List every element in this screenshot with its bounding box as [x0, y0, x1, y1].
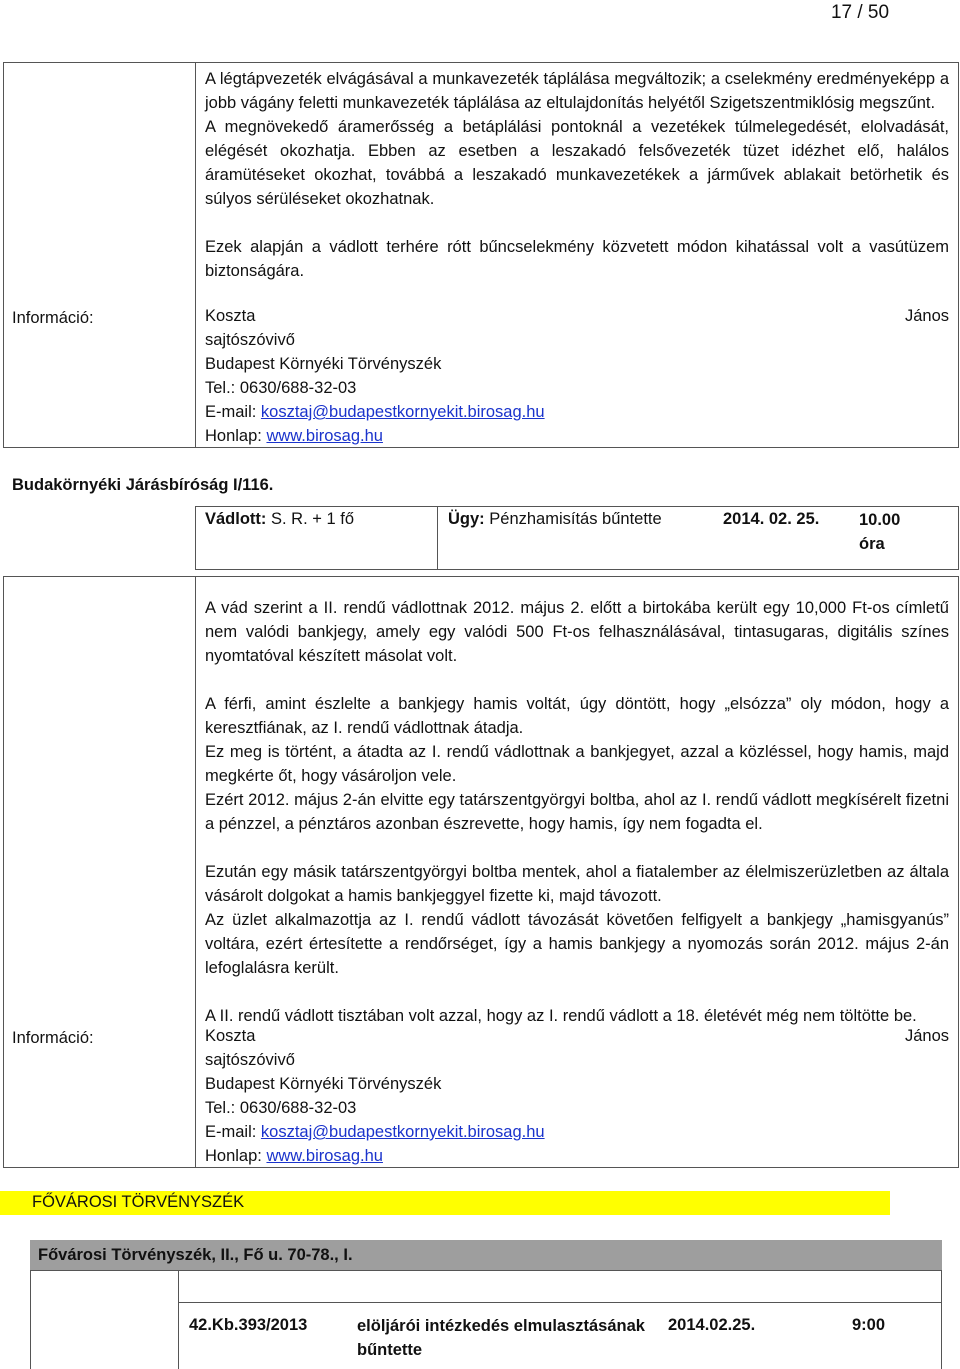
court-name: Budapest Környéki Törvényszék: [205, 1075, 442, 1093]
hearing-time: 9:00: [852, 1316, 886, 1334]
case-label: Ügy:: [448, 510, 485, 528]
table-1-divider: [195, 62, 196, 448]
spokesperson-name: [205, 1024, 949, 1048]
paragraph: Az üzlet alkalmazottja az I. rendű vádlott távozását követően felfigyelt a bankjegy „hamisgyanús” voltára, ezért értesítette a rendőrséget, így a hamis bankjegy a nyomozás során 2012. május 2-án lefoglalásra került.: [205, 911, 949, 977]
court-address: Fővárosi Törvényszék, II., Fő u. 70-78., I.: [38, 1246, 353, 1264]
table-2-top-rule: [195, 576, 959, 577]
email-link[interactable]: kosztaj@budapestkornyekit.birosag.hu: [260, 1123, 545, 1141]
phone: Tel.: 0630/688-32-03: [205, 1099, 357, 1117]
spokesperson-role: sajtószóvivő: [205, 331, 295, 349]
phone: Tel.: 0630/688-32-03: [205, 379, 357, 397]
court-banner: [0, 1191, 890, 1215]
last-name: János: [904, 1027, 949, 1045]
time-value: 10.00: [859, 511, 901, 529]
web-label: Honlap:: [205, 427, 267, 445]
email-label: E-mail:: [205, 1123, 261, 1141]
web-line: [205, 1144, 949, 1168]
paragraph: A vád szerint a II. rendű vádlottnak 2012. május 2. előtt a birtokába került egy 10,000 Ft-os címletű nem valódi bankjegy, amely egy valódi 500 Ft-os felhasználásával, tintasugaras, digitális színes nyomtatóval készített másolat volt.: [205, 599, 949, 665]
time-unit: óra: [859, 535, 885, 553]
spokesperson-name: [205, 304, 949, 328]
case-number: 42.Kb.393/2013: [189, 1316, 308, 1334]
case-subject: [448, 510, 662, 529]
email-line: [205, 1120, 949, 1144]
info-label: Információ:: [12, 1029, 94, 1047]
hearing-date: 2014.02.25.: [668, 1316, 756, 1334]
court-name: Budapest Környéki Törvényszék: [205, 355, 442, 373]
court-banner-text: FŐVÁROSI TÖRVÉNYSZÉK: [32, 1193, 245, 1211]
case-1-description: [205, 67, 949, 283]
email-line: [205, 400, 949, 424]
paragraph: Ezután egy másik tatárszentgyörgyi boltba mentek, ahol a fiatalember az élelmiszerüzletben az általa vásárolt dolgokat a hamis bankjeggyel fizette ki, majd távozott.: [205, 863, 949, 905]
table-3-divider: [178, 1270, 179, 1369]
court-heading: Budakörnyéki Járásbíróság I/116.: [12, 476, 274, 494]
paragraph: Ez meg is történt, a átadta az I. rendű vádlottnak a bankjegyet, azzal a közléssel, hogy hamis, majd megkérte őt, hogy vásároljon vele.: [205, 743, 949, 785]
web-link[interactable]: www.birosag.hu: [266, 427, 383, 445]
info-label: Információ:: [12, 309, 94, 327]
contact-block: [205, 1024, 949, 1168]
paragraph: Ezért 2012. május 2-án elvitte egy tatárszentgyörgyi boltba, ahol az I. rendű vádlott megkísérelt fizetni a pénzzel, a pénztáros azonban észrevette, hogy hamis, így nem fogadta el.: [205, 791, 949, 833]
court-address-bar: [30, 1240, 942, 1270]
web-label: Honlap:: [205, 1147, 267, 1165]
contact-block: [205, 304, 949, 448]
table-3-row-rule: [178, 1302, 942, 1303]
case-subject-line: bűntette: [357, 1341, 423, 1359]
web-link[interactable]: www.birosag.hu: [266, 1147, 383, 1165]
paragraph: A megnövekedő áramerősség a betáplálási pontoknál a vezetékek túlmelegedését, elolvadását, elégését okozhatja. Ebben az esetben a leszakadó felsővezeték tüzet idézhet elő, halálos áramütéseket okozhat, továbbá a leszakadó munkavezetékek a járművek ablakait betörhetik és súlyos sérüléseket okozhatnak.: [205, 118, 949, 208]
spokesperson-role: sajtószóvivő: [205, 1051, 295, 1069]
hearing-date: 2014. 02. 25.: [723, 510, 820, 528]
last-name: János: [904, 307, 949, 325]
case-value: Pénzhamisítás bűntette: [484, 510, 662, 528]
paragraph: A II. rendű vádlott tisztában volt azzal, hogy az I. rendű vádlott a 18. életévét még nem töltötte be.: [205, 1007, 917, 1025]
first-name: Koszta: [205, 1027, 256, 1045]
web-line: [205, 424, 949, 448]
case-subject-line: elöljárói intézkedés elmulasztásának: [357, 1317, 645, 1335]
paragraph: A légtápvezeték elvágásával a munkavezeték táplálása megváltozik; a cselekmény eredményeképp a jobb vágány feletti munkavezeték táplálása az eltulajdonítás helyétől Szigetszentmiklósig megszűnt.: [205, 70, 949, 112]
case-2-description: [205, 596, 949, 1028]
first-name: Koszta: [205, 307, 256, 325]
defendant-label: Vádlott:: [205, 510, 267, 528]
email-label: E-mail:: [205, 403, 261, 421]
paragraph: A férfi, amint észlelte a bankjegy hamis voltát, úgy döntött, hogy „elsózza” oly módon, hogy a keresztfiának, az I. rendű vádlottnak átadja.: [205, 695, 949, 737]
defendant: [205, 510, 354, 529]
table-2-divider: [195, 576, 196, 1168]
defendant-value: S. R. + 1 fő: [266, 510, 355, 528]
paragraph: Ezek alapján a vádlott terhére rótt bűncselekmény közvetett módon kihatással volt a vasútüzem biztonságára.: [205, 238, 949, 280]
case-subject: [357, 1314, 645, 1362]
header-divider: [437, 506, 438, 570]
hearing-time: [859, 508, 900, 556]
email-link[interactable]: kosztaj@budapestkornyekit.birosag.hu: [260, 403, 545, 421]
page-number: 17 / 50: [830, 2, 890, 23]
